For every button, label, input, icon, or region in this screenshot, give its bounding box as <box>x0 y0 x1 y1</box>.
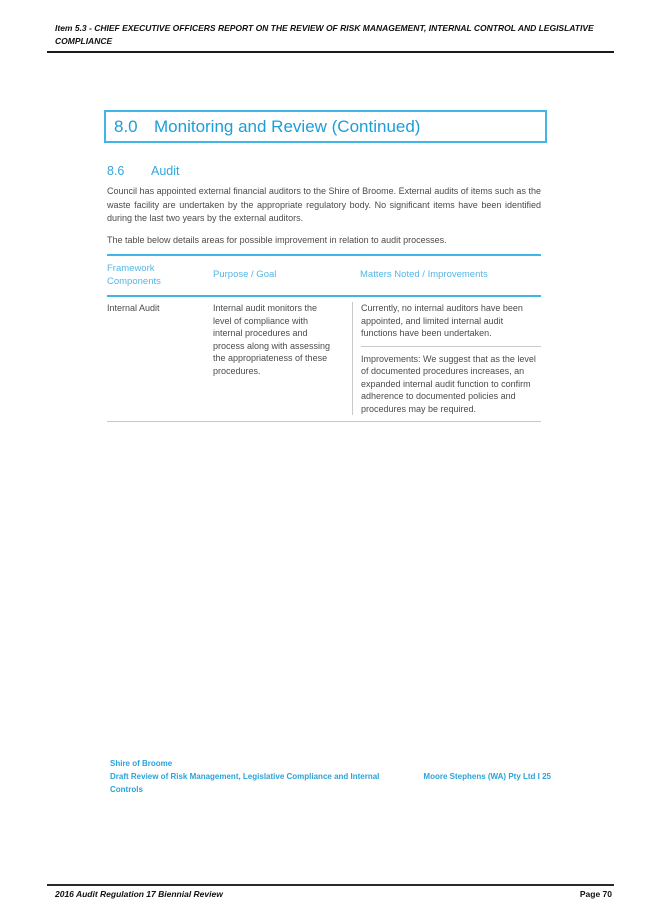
section-number: 8.0 <box>114 116 138 136</box>
header-cell-purpose-goal: Purpose / Goal <box>213 269 277 281</box>
matters-current-block: Currently, no internal auditors have been appointed, and limited internal audit functions have been undertaken. <box>361 302 541 347</box>
report-header: Item 5.3 - CHIEF EXECUTIVE OFFICERS REPORT ON THE REVIEW OF RISK MANAGEMENT, INTERNAL CONTROL AND LEGISLATIVE COMPLIANCE <box>55 23 594 46</box>
table-row <box>107 297 541 422</box>
footer-document-title: Draft Review of Risk Management, Legislative Compliance and Internal Controls <box>110 772 380 794</box>
table-header-row <box>107 254 541 297</box>
table-intro-paragraph: The table below details areas for possible improvement in relation to audit processes. <box>107 235 447 245</box>
subsection-heading <box>107 164 541 178</box>
subsection-title: Audit <box>151 164 180 178</box>
page-footer <box>55 889 612 899</box>
cell-matters-noted <box>352 302 541 415</box>
header-rule <box>47 51 614 53</box>
cell-framework-component: Internal Audit <box>107 303 160 313</box>
footer-company-page: Moore Stephens (WA) Pty Ltd I 25 <box>423 772 551 781</box>
section-heading-box <box>104 110 547 143</box>
cell-purpose-goal: Internal audit monitors the level of compliance with internal procedures and process along with assessing the appropriateness of these procedures. <box>213 303 331 376</box>
header-cell-framework-components: Framework Components <box>107 263 161 287</box>
footer-org-name: Shire of Broome <box>110 759 173 768</box>
audit-table <box>107 254 541 422</box>
document-footer <box>110 757 551 796</box>
footer-left-block <box>110 757 403 796</box>
section-title: Monitoring and Review (Continued) <box>154 116 421 136</box>
subsection-number: 8.6 <box>107 164 125 178</box>
page-footer-rule <box>47 884 614 886</box>
header-cell-matters-noted: Matters Noted / Improvements <box>360 269 488 281</box>
matters-improvements-block: Improvements: We suggest that as the level of documented procedures increases, an expanded internal audit function to confirm adherence to documented policies and procedures may be required. <box>361 353 536 414</box>
intro-paragraph: Council has appointed external financial auditors to the Shire of Broome. External audits of items such as the waste facility are undertaken by the appropriate regulatory body. No significant items have been identified during the last two years by the external auditors. <box>107 186 541 223</box>
page-footer-left: 2016 Audit Regulation 17 Biennial Review <box>55 889 223 899</box>
page-footer-right: Page 70 <box>579 889 612 899</box>
